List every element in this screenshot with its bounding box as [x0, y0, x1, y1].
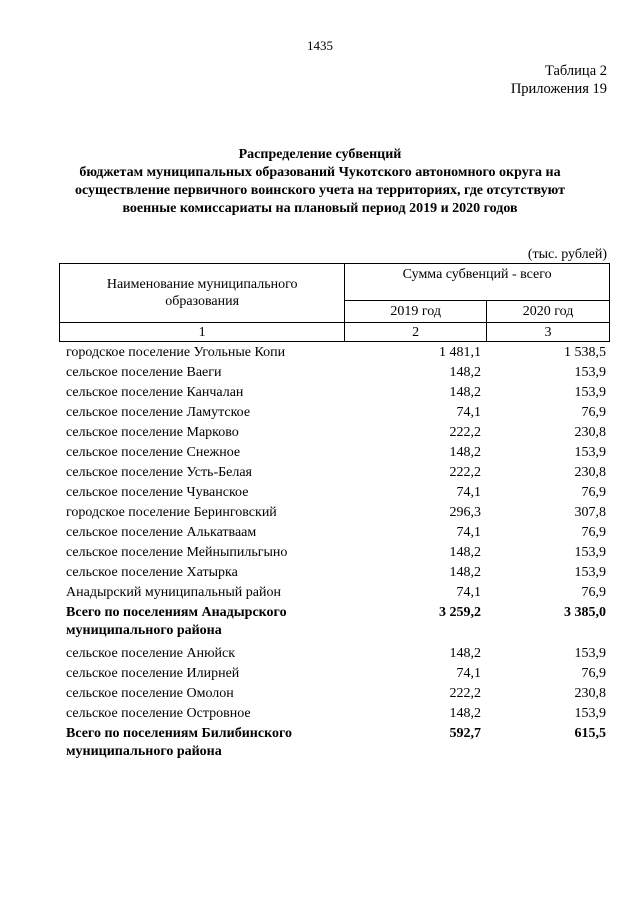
annex-table-label: Таблица 2	[544, 63, 607, 79]
row-value-2020: 153,9	[574, 545, 606, 560]
row-name: сельское поселение Анюйск	[66, 646, 236, 661]
row-name: сельское поселение Островное	[66, 706, 251, 721]
table-row	[59, 504, 610, 522]
title-line-2: бюджетам муниципальных образований Чукотского автономного округа на	[79, 165, 561, 180]
row-name: городское поселение Беринговский	[66, 505, 277, 520]
table-row	[59, 645, 610, 663]
header-num-1: 1	[60, 323, 345, 342]
row-name: сельское поселение Снежное	[66, 445, 241, 460]
table-row	[59, 584, 610, 602]
table-row	[59, 665, 610, 683]
row-name: сельское поселение Алькатваам	[66, 525, 257, 540]
table-row	[59, 444, 610, 462]
row-value-2020: 307,8	[574, 505, 606, 520]
table-body	[59, 344, 610, 766]
row-value-2020: 153,9	[574, 385, 606, 400]
row-value-2020: 153,9	[574, 445, 606, 460]
table-row	[59, 705, 610, 723]
row-value-2019: 74,1	[456, 525, 481, 540]
table-row	[59, 685, 610, 703]
row-value-2020: 230,8	[574, 686, 606, 701]
row-name: сельское поселение Омолон	[66, 686, 234, 701]
table-row	[59, 384, 610, 402]
row-value-2019: 3 259,2	[439, 605, 481, 620]
row-name: сельское поселение Илирней	[66, 666, 240, 681]
row-name: Всего по поселениям Анадырского муниципального района	[66, 605, 287, 638]
row-value-2020: 76,9	[581, 666, 606, 681]
units-label: (тыс. рублей)	[527, 247, 607, 262]
annex-appendix-label: Приложения 19	[510, 81, 607, 97]
page-number: 1435	[307, 38, 333, 53]
row-value-2020: 76,9	[581, 405, 606, 420]
table-row	[59, 344, 610, 362]
row-value-2020: 153,9	[574, 646, 606, 661]
annex-caption	[511, 62, 607, 98]
row-value-2020: 153,9	[574, 565, 606, 580]
header-sum-column: Сумма субвенций - всего	[345, 264, 610, 301]
row-value-2019: 148,2	[449, 565, 481, 580]
table-row	[59, 404, 610, 422]
table-header	[59, 263, 610, 342]
row-value-2020: 153,9	[574, 706, 606, 721]
header-year-2020: 2020 год	[487, 301, 610, 323]
row-name: Анадырский муниципальный район	[66, 585, 281, 600]
row-value-2020: 1 538,5	[564, 345, 606, 360]
row-name: сельское поселение Ваеги	[66, 365, 222, 380]
row-value-2020: 230,8	[574, 465, 606, 480]
row-value-2019: 74,1	[456, 405, 481, 420]
row-name: сельское поселение Марково	[66, 425, 239, 440]
table-total-row	[59, 604, 610, 640]
row-value-2019: 74,1	[456, 666, 481, 681]
table-row	[59, 544, 610, 562]
row-value-2019: 148,2	[449, 706, 481, 721]
row-value-2020: 76,9	[581, 485, 606, 500]
row-name: Всего по поселениям Билибинского муниципального района	[66, 726, 292, 759]
title-line-1: Распределение субвенций	[238, 147, 402, 162]
row-name: сельское поселение Ламутское	[66, 405, 251, 420]
table-total-row	[59, 725, 610, 761]
row-value-2019: 148,2	[449, 385, 481, 400]
row-value-2019: 222,2	[449, 686, 481, 701]
row-name: сельское поселение Чуванское	[66, 485, 249, 500]
row-value-2019: 148,2	[449, 545, 481, 560]
document-title	[40, 146, 600, 218]
row-name: городское поселение Угольные Копи	[66, 345, 286, 360]
row-value-2019: 296,3	[449, 505, 481, 520]
row-name: сельское поселение Усть-Белая	[66, 465, 252, 480]
row-name: сельское поселение Канчалан	[66, 385, 244, 400]
row-value-2019: 148,2	[449, 646, 481, 661]
row-value-2020: 615,5	[574, 726, 606, 741]
row-name: сельское поселение Хатырка	[66, 565, 238, 580]
row-value-2020: 3 385,0	[564, 605, 606, 620]
row-value-2019: 148,2	[449, 445, 481, 460]
title-line-3: осуществление первичного воинского учета на территориях, где отсутствуют	[74, 183, 565, 198]
row-value-2019: 1 481,1	[439, 345, 481, 360]
header-year-2019: 2019 год	[345, 301, 487, 323]
row-value-2020: 76,9	[581, 585, 606, 600]
row-value-2019: 592,7	[449, 726, 481, 741]
row-value-2019: 74,1	[456, 485, 481, 500]
header-name-text: Наименование муниципального образования	[106, 277, 298, 309]
row-value-2020: 153,9	[574, 365, 606, 380]
header-num-3: 3	[487, 323, 610, 342]
table-row	[59, 524, 610, 542]
row-value-2020: 230,8	[574, 425, 606, 440]
table-row	[59, 564, 610, 582]
header-name-column	[60, 264, 345, 323]
table-row	[59, 364, 610, 382]
table-row	[59, 464, 610, 482]
row-name: сельское поселение Мейныпильгыно	[66, 545, 288, 560]
table-row	[59, 484, 610, 502]
row-value-2019: 222,2	[449, 465, 481, 480]
row-value-2019: 148,2	[449, 365, 481, 380]
row-value-2020: 76,9	[581, 525, 606, 540]
header-num-2: 2	[345, 323, 487, 342]
row-value-2019: 74,1	[456, 585, 481, 600]
title-line-4: военные комиссариаты на плановый период 2019 и 2020 годов	[122, 201, 518, 216]
table-row	[59, 424, 610, 442]
row-value-2019: 222,2	[449, 425, 481, 440]
